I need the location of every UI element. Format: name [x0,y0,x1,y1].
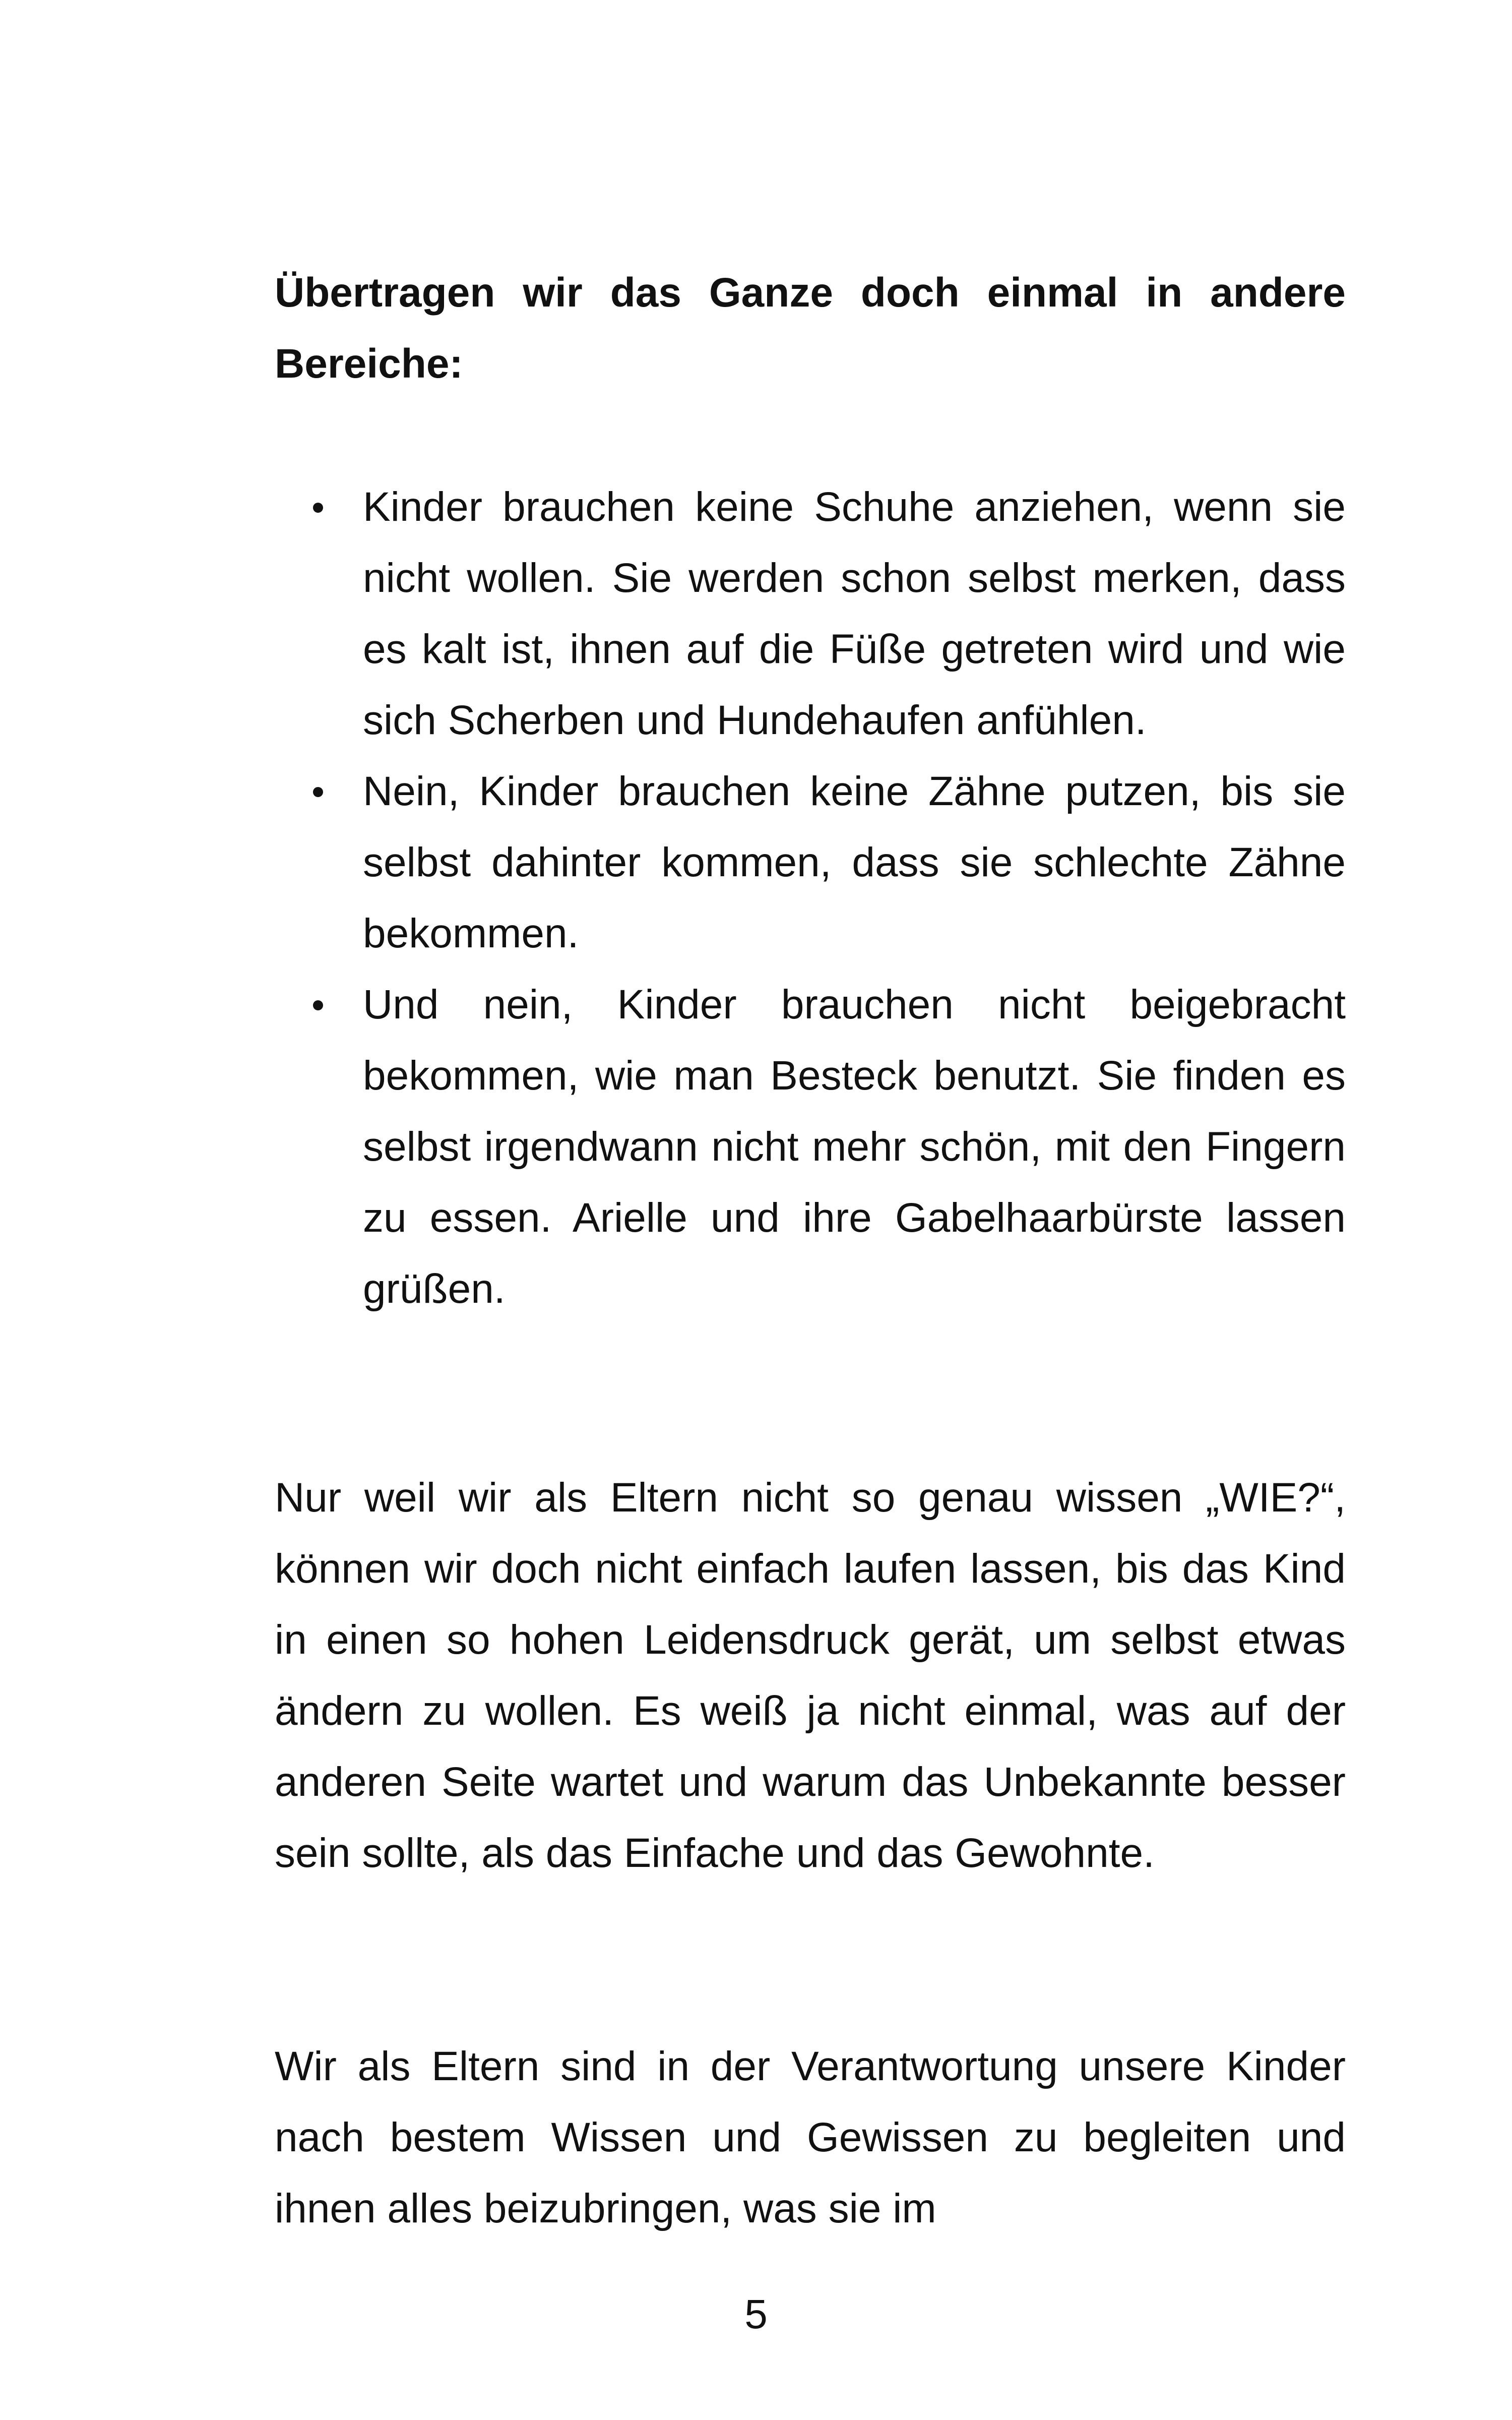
body-paragraph: Wir als Eltern sind in der Verantwortung unsere Kinder nach bestem Wissen und Gewissen zu begleiten und ihnen alles beizubringen, was sie im [275,2043,1346,2231]
bullet-text: Und nein, Kinder brauchen nicht beigebracht bekommen, wie man Besteck benutzt. Sie finden es selbst irgendwann nicht mehr schön, mit den Fingern zu essen. Arielle und ihre Gabelhaarbürste lassen grüßen. [363,982,1346,1312]
section-heading: Übertragen wir das Ganze doch einmal in andere Bereiche: [275,270,1346,387]
bullet-list [275,471,1346,1324]
list-item [275,471,1346,756]
bullet-dot-icon [313,503,323,513]
body-paragraph: Nur weil wir als Eltern nicht so genau wissen „WIE?“, können wir doch nicht einfach laufen lassen, bis das Kind in einen so hohen Leidensdruck gerät, um selbst etwas ändern zu wollen. Es weiß ja nicht einmal, was auf der anderen Seite wartet und warum das Unbekannte besser sein sollte, als das Einfache und das Gewohnte. [275,1475,1346,1876]
list-item [275,969,1346,1324]
bullet-dot-icon [313,1000,323,1010]
bullet-dot-icon [313,787,323,797]
bullet-text: Kinder brauchen keine Schuhe anziehen, wenn sie nicht wollen. Sie werden schon selbst merken, dass es kalt ist, ihnen auf die Füße getreten wird und wie sich Scherben und Hundehaufen anfühlen. [363,484,1346,743]
bullet-text: Nein, Kinder brauchen keine Zähne putzen, bis sie selbst dahinter kommen, dass sie schlechte Zähne bekommen. [363,768,1346,956]
list-item [275,756,1346,969]
page-number: 5 [744,2291,768,2337]
